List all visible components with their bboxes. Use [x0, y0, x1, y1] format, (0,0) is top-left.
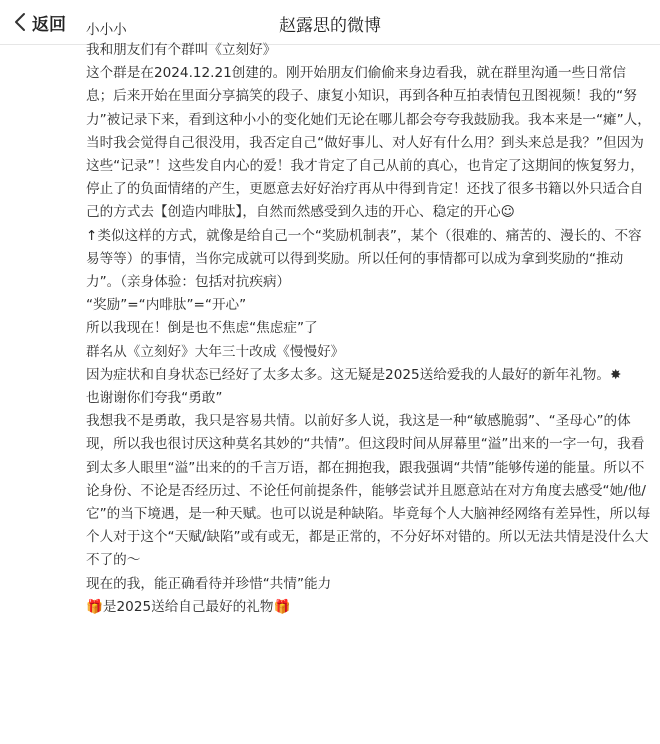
post-line: “奖励”=“内啡肽”=“开心”	[86, 297, 247, 314]
post-line: 🎁是2025送给自己最好的礼物🎁	[86, 598, 291, 615]
cut-off-line: 小小小	[86, 22, 127, 38]
post-paragraph: 因为症状和自身状态已经好了太多太多。这无疑是2025送给爱我的人最好的新年礼物。✸	[86, 366, 622, 383]
post-paragraph: 这个群是在2024.12.21创建的。刚开始朋友们偷偷来身边看我，就在群里沟通一些日常信息；后来开始在里面分享搞笑的段子、康复小知识，再到各种互拍表情包丑图视频！我的“努力”被记录下来，看到这种小小的变化她们无论在哪儿都会夸夸我鼓励我。我本来是一“瘫”人，当时我会觉得自己很没用，我否定自己“做好事儿、对人好有什么用？到头来总是我？”但因为这些“记录”！这些发自内心的爱！我才肯定了自己从前的真心，也肯定了这期间的恢复努力，停止了的负面情绪的产生，更愿意去好好治疗再从中得到肯定！还找了很多书籍以外只适合自己的方式去【创造内啡肽】，自然而然感受到久违的开心、稳定的开心☺	[86, 65, 651, 221]
post-line: 也谢谢你们夸我“勇敢”	[86, 390, 223, 407]
page-title: 赵露思的微博	[279, 16, 381, 36]
post-line: 我和朋友们有个群叫《立刻好》	[86, 42, 277, 58]
back-label: 返回	[32, 14, 66, 35]
post-line: 所以我现在！倒是也不焦虑“焦虑症”了	[86, 320, 318, 337]
post-line: 现在的我，能正确看待并珍惜“共情”能力	[86, 575, 332, 592]
post-line: 群名从《立刻好》大年三十改成《慢慢好》	[86, 343, 345, 360]
post-paragraph: 我想我不是勇敢，我只是容易共情。以前好多人说，我这是一种“敏感脆弱”、“圣母心”的体现，所以我也很讨厌这种莫名其妙的“共情”。但这段时间从屏幕里“溢”出来的一字一句，我看到太多人眼里“溢”出来的的千言万语，都在拥抱我，跟我强调“共情”能够传递的能量。所以不论身份、不论是否经历过、不论任何前提条件，能够尝试并且愿意站在对方角度去感受“她/他/它”的当下境遇，是一种天赋。也可以说是种缺陷。毕竟每个人大脑神经网络有差异性，所以每个人对于这个“天赋/缺陷”或有或无，都是正常的，不分好坏对错的。所以无法共情是没什么大不了的～	[86, 413, 651, 569]
post-paragraph: ↑类似这样的方式，就像是给自己一个“奖励机制表”，某个（很难的、痛苦的、漫长的、不容易等等）的事情，当你完成就可以得到奖励。所以任何的事情都可以成为拿到奖励的“推动力”。（亲身体验：包括对抗疾病）	[86, 227, 642, 291]
